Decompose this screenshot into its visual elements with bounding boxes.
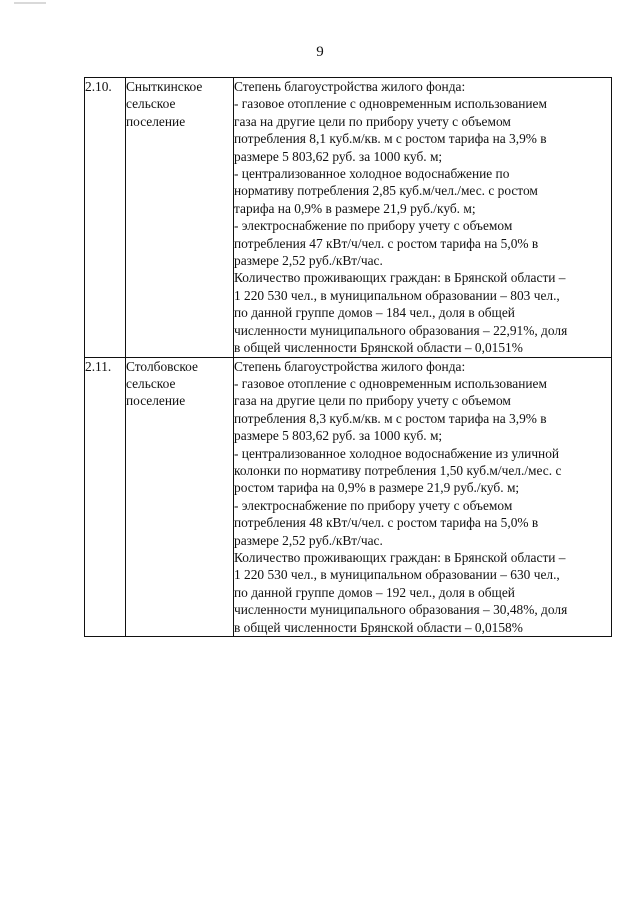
description-line: - централизованное холодное водоснабжение по xyxy=(234,166,510,182)
description-line: численности муниципального образования – 30,48%, доля xyxy=(234,602,568,618)
description-line: Степень благоустройства жилого фонда: xyxy=(234,79,466,94)
description-line: ростом тарифа на 0,9% в размере 21,9 руб./куб. м; xyxy=(234,480,520,496)
description-line: по данной группе домов – 184 чел., доля в общей xyxy=(234,305,515,321)
page-number: 9 xyxy=(316,44,324,60)
settlement-name-line: поселение xyxy=(126,393,186,409)
description-line: - газовое отопление с одновременным использованием xyxy=(234,375,547,391)
description-line: потребления 8,1 куб.м/кв. м с ростом тарифа на 3,9% в xyxy=(234,131,547,147)
settlement-name-line: поселение xyxy=(126,113,186,129)
description-line: размере 5 803,62 руб. за 1000 куб. м; xyxy=(234,148,443,164)
description-line: - газовое отопление с одновременным использованием xyxy=(234,96,547,112)
description-line: размере 2,52 руб./кВт/час. xyxy=(234,532,383,548)
description-line: 1 220 530 чел., в муниципальном образовании – 803 чел., xyxy=(234,287,560,303)
description-line: - электроснабжение по прибору учету с объемом xyxy=(234,497,513,513)
description-line: численности муниципального образования – 22,91%, доля xyxy=(234,322,568,338)
settlement-description xyxy=(234,78,612,358)
description-line: - централизованное холодное водоснабжение из уличной xyxy=(234,445,560,461)
description-line: потребления 48 кВт/ч/чел. с ростом тарифа на 5,0% в xyxy=(234,515,539,531)
description-line: Количество проживающих граждан: в Брянской области – xyxy=(234,549,566,565)
settlement-description xyxy=(234,357,612,637)
description-line: 1 220 530 чел., в муниципальном образовании – 630 чел., xyxy=(234,567,560,583)
description-line: тарифа на 0,9% в размере 21,9 руб./куб. м; xyxy=(234,200,476,216)
description-line: потребления 8,3 куб.м/кв. м с ростом тарифа на 3,9% в xyxy=(234,410,547,426)
description-line: - электроснабжение по прибору учету с объемом xyxy=(234,218,513,234)
row-number: 2.10. xyxy=(85,78,126,358)
settlement-name-line: сельское xyxy=(126,375,176,391)
table-row xyxy=(85,78,612,358)
description-line: Количество проживающих граждан: в Брянской области – xyxy=(234,270,566,286)
settlements-table xyxy=(84,77,612,637)
description-line: в общей численности Брянской области – 0,0151% xyxy=(234,340,523,356)
settlement-name-line: сельское xyxy=(126,96,176,112)
description-line: Степень благоустройства жилого фонда: xyxy=(234,358,466,374)
description-line: газа на другие цели по прибору учету с объемом xyxy=(234,113,511,129)
description-line: по данной группе домов – 192 чел., доля в общей xyxy=(234,584,515,600)
settlement-name xyxy=(126,357,234,637)
description-line: газа на другие цели по прибору учету с объемом xyxy=(234,393,511,409)
description-line: потребления 47 кВт/ч/чел. с ростом тарифа на 5,0% в xyxy=(234,235,539,251)
description-line: нормативу потребления 2,85 куб.м/чел./мес. с ростом xyxy=(234,183,538,199)
settlement-name xyxy=(126,78,234,358)
row-number: 2.11. xyxy=(85,357,126,637)
description-line: размере 5 803,62 руб. за 1000 куб. м; xyxy=(234,428,443,444)
settlement-name-line: Сныткинское xyxy=(126,79,203,94)
description-line: в общей численности Брянской области – 0,0158% xyxy=(234,619,523,635)
description-line: колонки по нормативу потребления 1,50 куб.м/чел./мес. с xyxy=(234,462,562,478)
description-line: размере 2,52 руб./кВт/час. xyxy=(234,253,383,269)
settlement-name-line: Столбовское xyxy=(126,358,198,374)
table-row xyxy=(85,357,612,637)
scan-mark xyxy=(14,2,46,4)
